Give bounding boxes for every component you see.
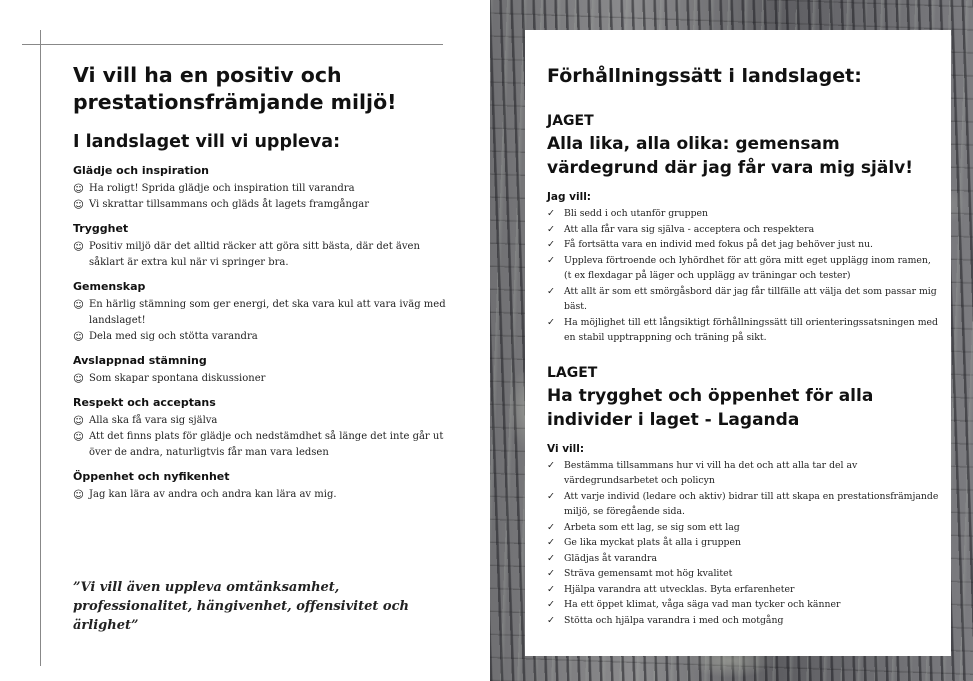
section-list [73,181,453,213]
list-item [547,535,939,551]
list-item [73,429,453,461]
checkmark-icon: ✓ [547,599,555,610]
checkmark-icon: ✓ [547,568,555,579]
section [73,470,453,503]
list-item [547,613,939,629]
checkmark-icon: ✓ [547,285,555,297]
list-item-text: Hjälpa varandra att utvecklas. Byta erfarenheter [564,583,795,595]
list-item [73,181,453,197]
section-title: Glädje och inspiration [73,164,209,177]
list-item [73,371,453,387]
checkmark-icon: ✓ [547,552,555,564]
checkmark-icon: ✓ [547,614,555,626]
list-item-text: Att varje individ (ledare och aktiv) bidrar till att skapa en prestationsfrämjande miljö, se föregående sida. [564,490,939,517]
smiley-icon: ☺ [73,299,84,311]
section [73,396,453,461]
section-list [73,297,453,345]
left-sections [73,164,453,503]
right-panel [525,30,951,656]
smiley-icon: ☺ [73,199,84,211]
list-item [547,582,939,598]
checkmark-icon: ✓ [547,316,555,328]
list-item-text: Ha ett öppet klimat, våga säga vad man tycker och känner [564,599,841,610]
section-title: Respekt och acceptans [73,396,216,409]
list-item [547,458,939,489]
left-title: Vi vill ha en positiv och prestationsfrämjande miljö! [73,63,397,114]
list-item-text: Ge lika myckat plats åt alla i gruppen [564,537,741,548]
list-item [547,597,939,613]
list-item-text: Ha möjlighet till ett långsiktigt förhållningssätt till orienteringssatsningen med en stabil upptrappning och träning på sikt. [564,316,938,343]
block-intro: Vi vill: [547,442,585,455]
left-content [73,62,453,512]
list-item [73,487,453,503]
list-item [547,315,939,346]
list-item [73,239,453,271]
crop-mark-horizontal [22,44,443,45]
list-item-text: Dela med sig och stötta varandra [89,331,258,342]
block [547,112,939,346]
section [73,280,453,345]
section-title: Avslappnad stämning [73,354,207,367]
list-item [547,551,939,567]
list-item [547,489,939,520]
smiley-icon: ☺ [73,373,84,385]
list-item-text: Arbeta som ett lag, se sig som ett lag [564,521,740,533]
checkmark-icon: ✓ [547,521,555,533]
list-item [73,329,453,345]
right-title: Förhållningssätt i landslaget: [547,65,862,87]
smiley-icon: ☺ [73,331,84,343]
list-item [547,206,939,222]
list-item [73,413,453,429]
checkmark-icon: ✓ [547,223,555,235]
checkmark-icon: ✓ [547,583,555,595]
smiley-icon: ☺ [73,415,84,427]
list-item-text: Vi skrattar tillsammans och gläds åt lagets framgångar [89,199,370,210]
section [73,354,453,387]
checkmark-icon: ✓ [547,490,555,502]
checkmark-icon: ✓ [547,459,555,471]
list-item-text: Sträva gemensamt mot hög kvalitet [564,568,733,579]
list-item-text: Bestämma tillsammans hur vi vill ha det och att alla tar del av värdegrundsarbetet och policyn [564,459,858,486]
block-label: JAGET [547,113,594,129]
list-item-text: Bli sedd i och utanför gruppen [564,208,709,219]
left-subtitle: I landslaget vill vi uppleva: [73,132,341,152]
list-item [547,253,939,284]
checkmark-icon: ✓ [547,537,555,548]
section-title: Öppenhet och nyfikenhet [73,470,230,483]
list-item-text: Att det finns plats för glädje och nedstämdhet så länge det inte går ut över de andra, naturligtvis får man vara ledsen [89,431,444,458]
check-list [547,458,939,629]
right-content [547,64,939,628]
section-list [73,413,453,461]
list-item-text: Alla ska få vara sig själva [89,415,218,426]
list-item-text: Stötta och hjälpa varandra i med och motgång [564,614,784,626]
list-item [73,297,453,329]
list-item [547,284,939,315]
list-item-text: Positiv miljö där det alltid räcker att göra sitt bästa, där det även såklart är extra kul när vi springer bra. [89,241,420,268]
section-list [73,371,453,387]
list-item-text: En härlig stämning som ger energi, det ska vara kul att vara iväg med landslaget! [89,299,446,326]
check-list [547,206,939,346]
section [73,222,453,271]
list-item-text: Som skapar spontana diskussioner [89,373,266,384]
list-item [547,237,939,253]
block [547,364,939,629]
section-list [73,239,453,271]
list-item-text: Jag kan lära av andra och andra kan lära av mig. [89,489,337,500]
list-item-text: Glädjas åt varandra [564,552,657,564]
list-item-text: Att allt är som ett smörgåsbord där jag får tillfälle att välja det som passar mig bäst. [564,285,937,312]
list-item-text: Uppleva förtroende och lyhördhet för att göra mitt eget upplägg inom ramen, (t ex flexdagar på läger och upplägg av träningar och tester) [564,254,931,281]
smiley-icon: ☺ [73,183,84,195]
list-item-text: Få fortsätta vara en individ med fokus på det jag behöver just nu. [564,239,874,250]
checkmark-icon: ✓ [547,254,555,266]
right-page-bark-background [490,0,973,681]
block-heading: Ha trygghet och öppenhet för alla individer i laget - Laganda [547,385,874,430]
smiley-icon: ☺ [73,489,84,501]
smiley-icon: ☺ [73,431,84,443]
block-label: LAGET [547,364,598,381]
section-title: Gemenskap [73,280,146,293]
checkmark-icon: ✓ [547,239,555,250]
section-title: Trygghet [73,222,129,235]
list-item [73,197,453,213]
list-item-text: Ha roligt! Sprida glädje och inspiration till varandra [89,183,355,194]
list-item-text: Att alla får vara sig själva - acceptera och respektera [564,223,815,235]
section-list [73,487,453,503]
list-item [547,222,939,238]
checkmark-icon: ✓ [547,208,555,219]
smiley-icon: ☺ [73,241,84,253]
block-intro: Jag vill: [547,191,592,203]
list-item [547,566,939,582]
left-quote: ”Vi vill även uppleva omtänksamhet, professionalitet, hängivenhet, offensivitet och ärlighet” [73,580,409,633]
crop-mark-vertical [40,30,41,666]
right-blocks [547,112,939,628]
block-heading: Alla lika, alla olika: gemensam värdegrund där jag får vara mig själv! [547,134,914,178]
section [73,164,453,213]
list-item [547,520,939,536]
